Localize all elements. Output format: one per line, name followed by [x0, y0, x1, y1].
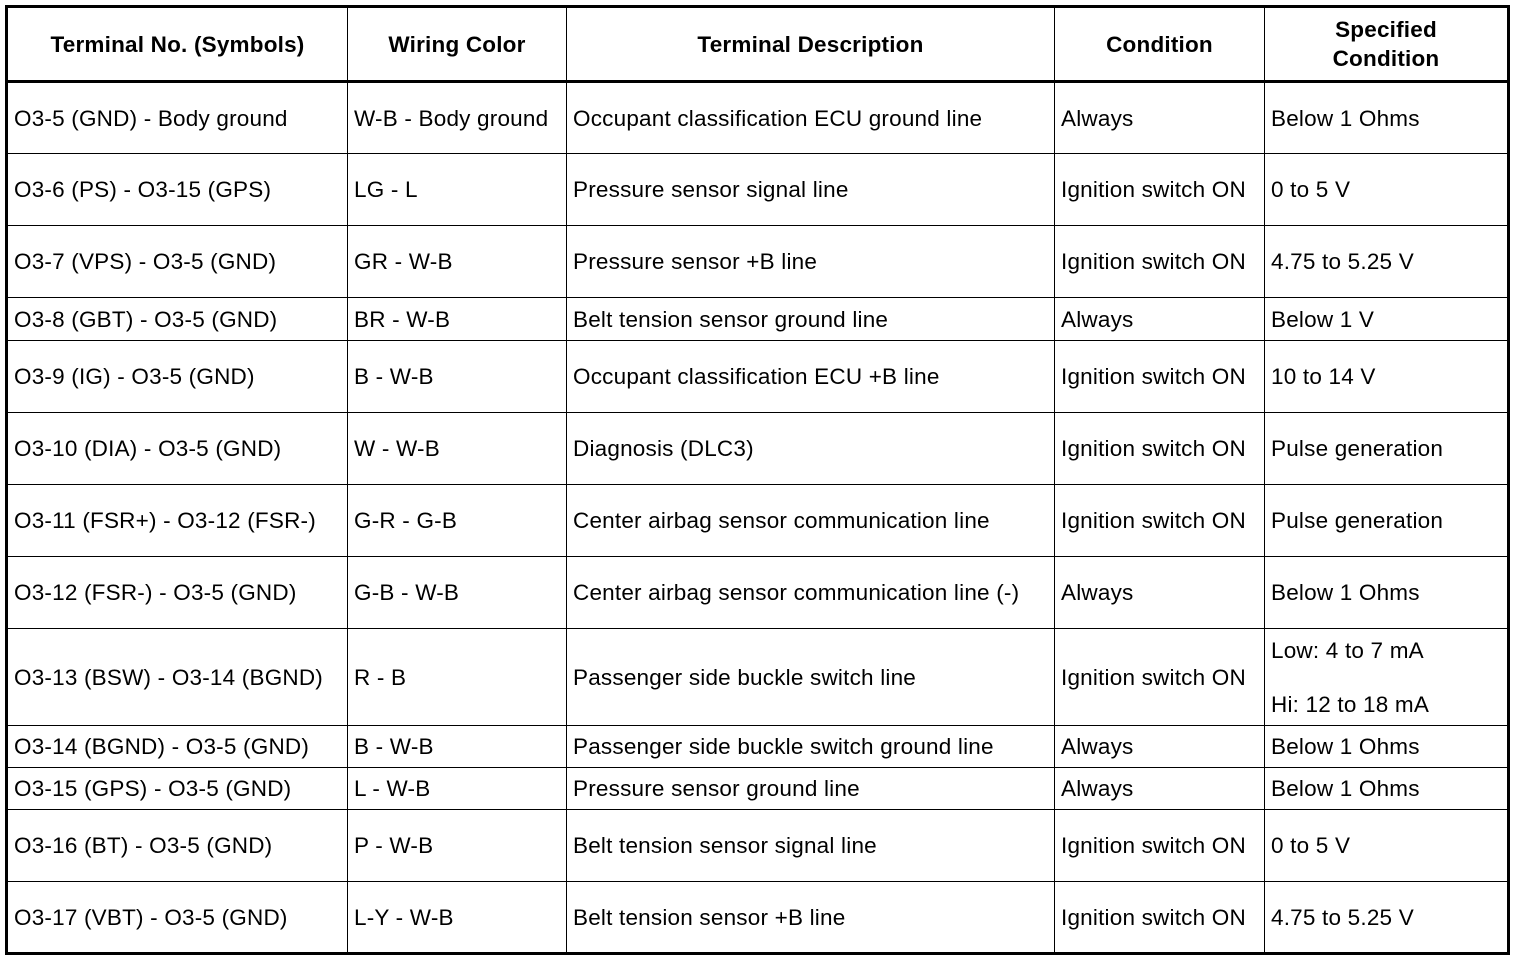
terminal-no-cell: O3-7 (VPS) - O3-5 (GND)	[7, 226, 348, 298]
specified-condition-cell: Below 1 Ohms	[1265, 726, 1509, 768]
header-wiring-color: Wiring Color	[348, 7, 567, 82]
condition-cell: Always	[1055, 298, 1265, 341]
header-row	[7, 7, 1509, 82]
table-row	[7, 485, 1509, 557]
terminal-table-container	[5, 5, 1510, 955]
header-terminal-description: Terminal Description	[567, 7, 1055, 82]
wiring-color-cell: BR - W-B	[348, 298, 567, 341]
table-header	[7, 7, 1509, 82]
table-row	[7, 882, 1509, 954]
specified-condition-cell: Below 1 V	[1265, 298, 1509, 341]
specified-condition-cell: Below 1 Ohms	[1265, 82, 1509, 154]
terminal-description-cell: Occupant classification ECU ground line	[567, 82, 1055, 154]
wiring-color-cell: G-B - W-B	[348, 557, 567, 629]
table-body	[7, 82, 1509, 954]
terminal-no-cell: O3-12 (FSR-) - O3-5 (GND)	[7, 557, 348, 629]
condition-cell: Ignition switch ON	[1055, 882, 1265, 954]
condition-cell: Ignition switch ON	[1055, 810, 1265, 882]
wiring-color-cell: P - W-B	[348, 810, 567, 882]
terminal-no-cell: O3-5 (GND) - Body ground	[7, 82, 348, 154]
terminal-no-cell: O3-15 (GPS) - O3-5 (GND)	[7, 768, 348, 810]
terminal-description-cell: Pressure sensor ground line	[567, 768, 1055, 810]
table-row	[7, 298, 1509, 341]
terminal-no-cell: O3-13 (BSW) - O3-14 (BGND)	[7, 629, 348, 726]
wiring-color-cell: B - W-B	[348, 341, 567, 413]
terminal-description-cell: Center airbag sensor communication line (-)	[567, 557, 1055, 629]
table-row	[7, 629, 1509, 726]
terminal-description-cell: Center airbag sensor communication line	[567, 485, 1055, 557]
table-row	[7, 154, 1509, 226]
wiring-color-cell: R - B	[348, 629, 567, 726]
specified-condition-cell: Pulse generation	[1265, 413, 1509, 485]
condition-cell: Always	[1055, 768, 1265, 810]
wiring-color-cell: W - W-B	[348, 413, 567, 485]
condition-cell: Ignition switch ON	[1055, 341, 1265, 413]
terminal-description-cell: Pressure sensor signal line	[567, 154, 1055, 226]
table-row	[7, 726, 1509, 768]
condition-cell: Ignition switch ON	[1055, 629, 1265, 726]
wiring-color-cell: LG - L	[348, 154, 567, 226]
specified-condition-cell: Below 1 Ohms	[1265, 768, 1509, 810]
condition-cell: Always	[1055, 82, 1265, 154]
terminal-description-cell: Passenger side buckle switch line	[567, 629, 1055, 726]
terminal-no-cell: O3-10 (DIA) - O3-5 (GND)	[7, 413, 348, 485]
condition-cell: Ignition switch ON	[1055, 154, 1265, 226]
table-row	[7, 768, 1509, 810]
terminal-description-cell: Diagnosis (DLC3)	[567, 413, 1055, 485]
table-row	[7, 413, 1509, 485]
terminal-no-cell: O3-17 (VBT) - O3-5 (GND)	[7, 882, 348, 954]
wiring-color-cell: G-R - G-B	[348, 485, 567, 557]
wiring-color-cell: L-Y - W-B	[348, 882, 567, 954]
specified-condition-cell: 0 to 5 V	[1265, 810, 1509, 882]
terminal-no-cell: O3-9 (IG) - O3-5 (GND)	[7, 341, 348, 413]
header-condition: Condition	[1055, 7, 1265, 82]
specified-condition-cell: 4.75 to 5.25 V	[1265, 882, 1509, 954]
table-row	[7, 557, 1509, 629]
wiring-color-cell: W-B - Body ground	[348, 82, 567, 154]
specified-condition-cell: Below 1 Ohms	[1265, 557, 1509, 629]
specified-condition-cell: 0 to 5 V	[1265, 154, 1509, 226]
condition-cell: Always	[1055, 726, 1265, 768]
condition-cell: Ignition switch ON	[1055, 226, 1265, 298]
terminal-no-cell: O3-11 (FSR+) - O3-12 (FSR-)	[7, 485, 348, 557]
condition-cell: Always	[1055, 557, 1265, 629]
terminal-table	[5, 5, 1510, 955]
cell-line: Low: 4 to 7 mA	[1271, 637, 1424, 663]
terminal-no-cell: O3-6 (PS) - O3-15 (GPS)	[7, 154, 348, 226]
terminal-description-cell: Belt tension sensor +B line	[567, 882, 1055, 954]
specified-condition-cell: 4.75 to 5.25 V	[1265, 226, 1509, 298]
table-row	[7, 810, 1509, 882]
header-specified-condition: Specified Condition	[1265, 7, 1509, 82]
condition-cell: Ignition switch ON	[1055, 485, 1265, 557]
table-row	[7, 226, 1509, 298]
terminal-no-cell: O3-14 (BGND) - O3-5 (GND)	[7, 726, 348, 768]
terminal-description-cell: Belt tension sensor signal line	[567, 810, 1055, 882]
table-row	[7, 82, 1509, 154]
terminal-no-cell: O3-16 (BT) - O3-5 (GND)	[7, 810, 348, 882]
specified-condition-cell	[1265, 629, 1509, 726]
header-terminal-no: Terminal No. (Symbols)	[7, 7, 348, 82]
wiring-color-cell: B - W-B	[348, 726, 567, 768]
table-row	[7, 341, 1509, 413]
terminal-description-cell: Pressure sensor +B line	[567, 226, 1055, 298]
terminal-no-cell: O3-8 (GBT) - O3-5 (GND)	[7, 298, 348, 341]
cell-line: Hi: 12 to 18 mA	[1271, 691, 1430, 717]
terminal-description-cell: Belt tension sensor ground line	[567, 298, 1055, 341]
specified-condition-cell: Pulse generation	[1265, 485, 1509, 557]
specified-condition-cell: 10 to 14 V	[1265, 341, 1509, 413]
terminal-description-cell: Occupant classification ECU +B line	[567, 341, 1055, 413]
terminal-description-cell: Passenger side buckle switch ground line	[567, 726, 1055, 768]
condition-cell: Ignition switch ON	[1055, 413, 1265, 485]
wiring-color-cell: L - W-B	[348, 768, 567, 810]
wiring-color-cell: GR - W-B	[348, 226, 567, 298]
